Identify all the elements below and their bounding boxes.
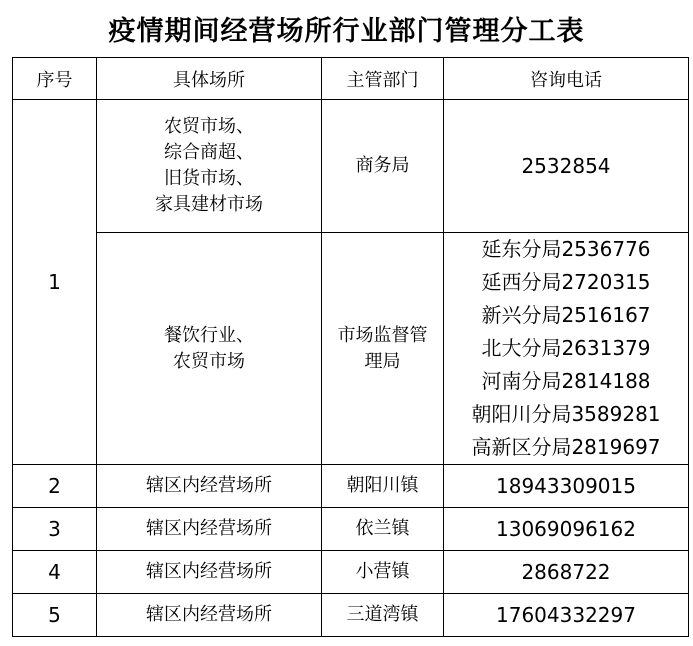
- dept-cell: 商务局: [322, 100, 444, 233]
- phone-list-cell: [444, 233, 689, 465]
- table-row: [13, 508, 689, 551]
- dept-cell: [322, 233, 444, 465]
- phone-cell: 13069096162: [444, 508, 689, 551]
- header-dept: 主管部门: [322, 58, 444, 100]
- page-title: 疫情期间经营场所行业部门管理分工表: [108, 16, 585, 47]
- place-line: 家具建材市场: [155, 194, 263, 215]
- header-index: 序号: [13, 58, 97, 100]
- row-index: 4: [13, 551, 97, 594]
- header-phone: 咨询电话: [444, 58, 689, 100]
- row-index: 3: [13, 508, 97, 551]
- place-cell: 辖区内经营场所: [97, 594, 322, 637]
- place-line: 综合商超、: [164, 142, 254, 163]
- place-cell: 辖区内经营场所: [97, 551, 322, 594]
- place-line: 农贸市场、: [164, 116, 254, 137]
- phone-cell: 2532854: [444, 100, 689, 233]
- branch-phone: 北大分局2631379: [481, 336, 651, 360]
- row-index: 5: [13, 594, 97, 637]
- table-row: [13, 233, 689, 465]
- place-line: 旧货市场、: [164, 168, 254, 189]
- table-row: [13, 465, 689, 508]
- phone-cell: 2868722: [444, 551, 689, 594]
- dept-cell: 依兰镇: [322, 508, 444, 551]
- branch-phone: 朝阳川分局3589281: [471, 402, 661, 426]
- dept-cell: 朝阳川镇: [322, 465, 444, 508]
- branch-phone: 河南分局2814188: [481, 369, 651, 393]
- branch-phone: 新兴分局2516167: [481, 303, 651, 327]
- table-row: [13, 100, 689, 233]
- phone-cell: 18943309015: [444, 465, 689, 508]
- place-cell: 辖区内经营场所: [97, 508, 322, 551]
- dept-line: 理局: [364, 350, 401, 372]
- branch-phone: 延东分局2536776: [481, 237, 651, 261]
- dept-cell: 小营镇: [322, 551, 444, 594]
- header-place: 具体场所: [97, 58, 322, 100]
- place-cell: [97, 100, 322, 233]
- place-line: 农贸市场: [173, 350, 245, 372]
- row-index: 2: [13, 465, 97, 508]
- place-cell: 辖区内经营场所: [97, 465, 322, 508]
- place-line: 餐饮行业、: [164, 324, 254, 346]
- dept-cell: 三道湾镇: [322, 594, 444, 637]
- branch-phone: 延西分局2720315: [481, 270, 651, 294]
- table-row: [13, 594, 689, 637]
- branch-phone: 高新区分局2819697: [471, 435, 661, 459]
- division-table: [12, 57, 689, 637]
- row-index: 1: [13, 100, 97, 465]
- dept-line: 市场监督管: [337, 324, 428, 346]
- table-row: [13, 551, 689, 594]
- place-cell: [97, 233, 322, 465]
- table-header-row: [13, 58, 689, 100]
- phone-cell: 17604332297: [444, 594, 689, 637]
